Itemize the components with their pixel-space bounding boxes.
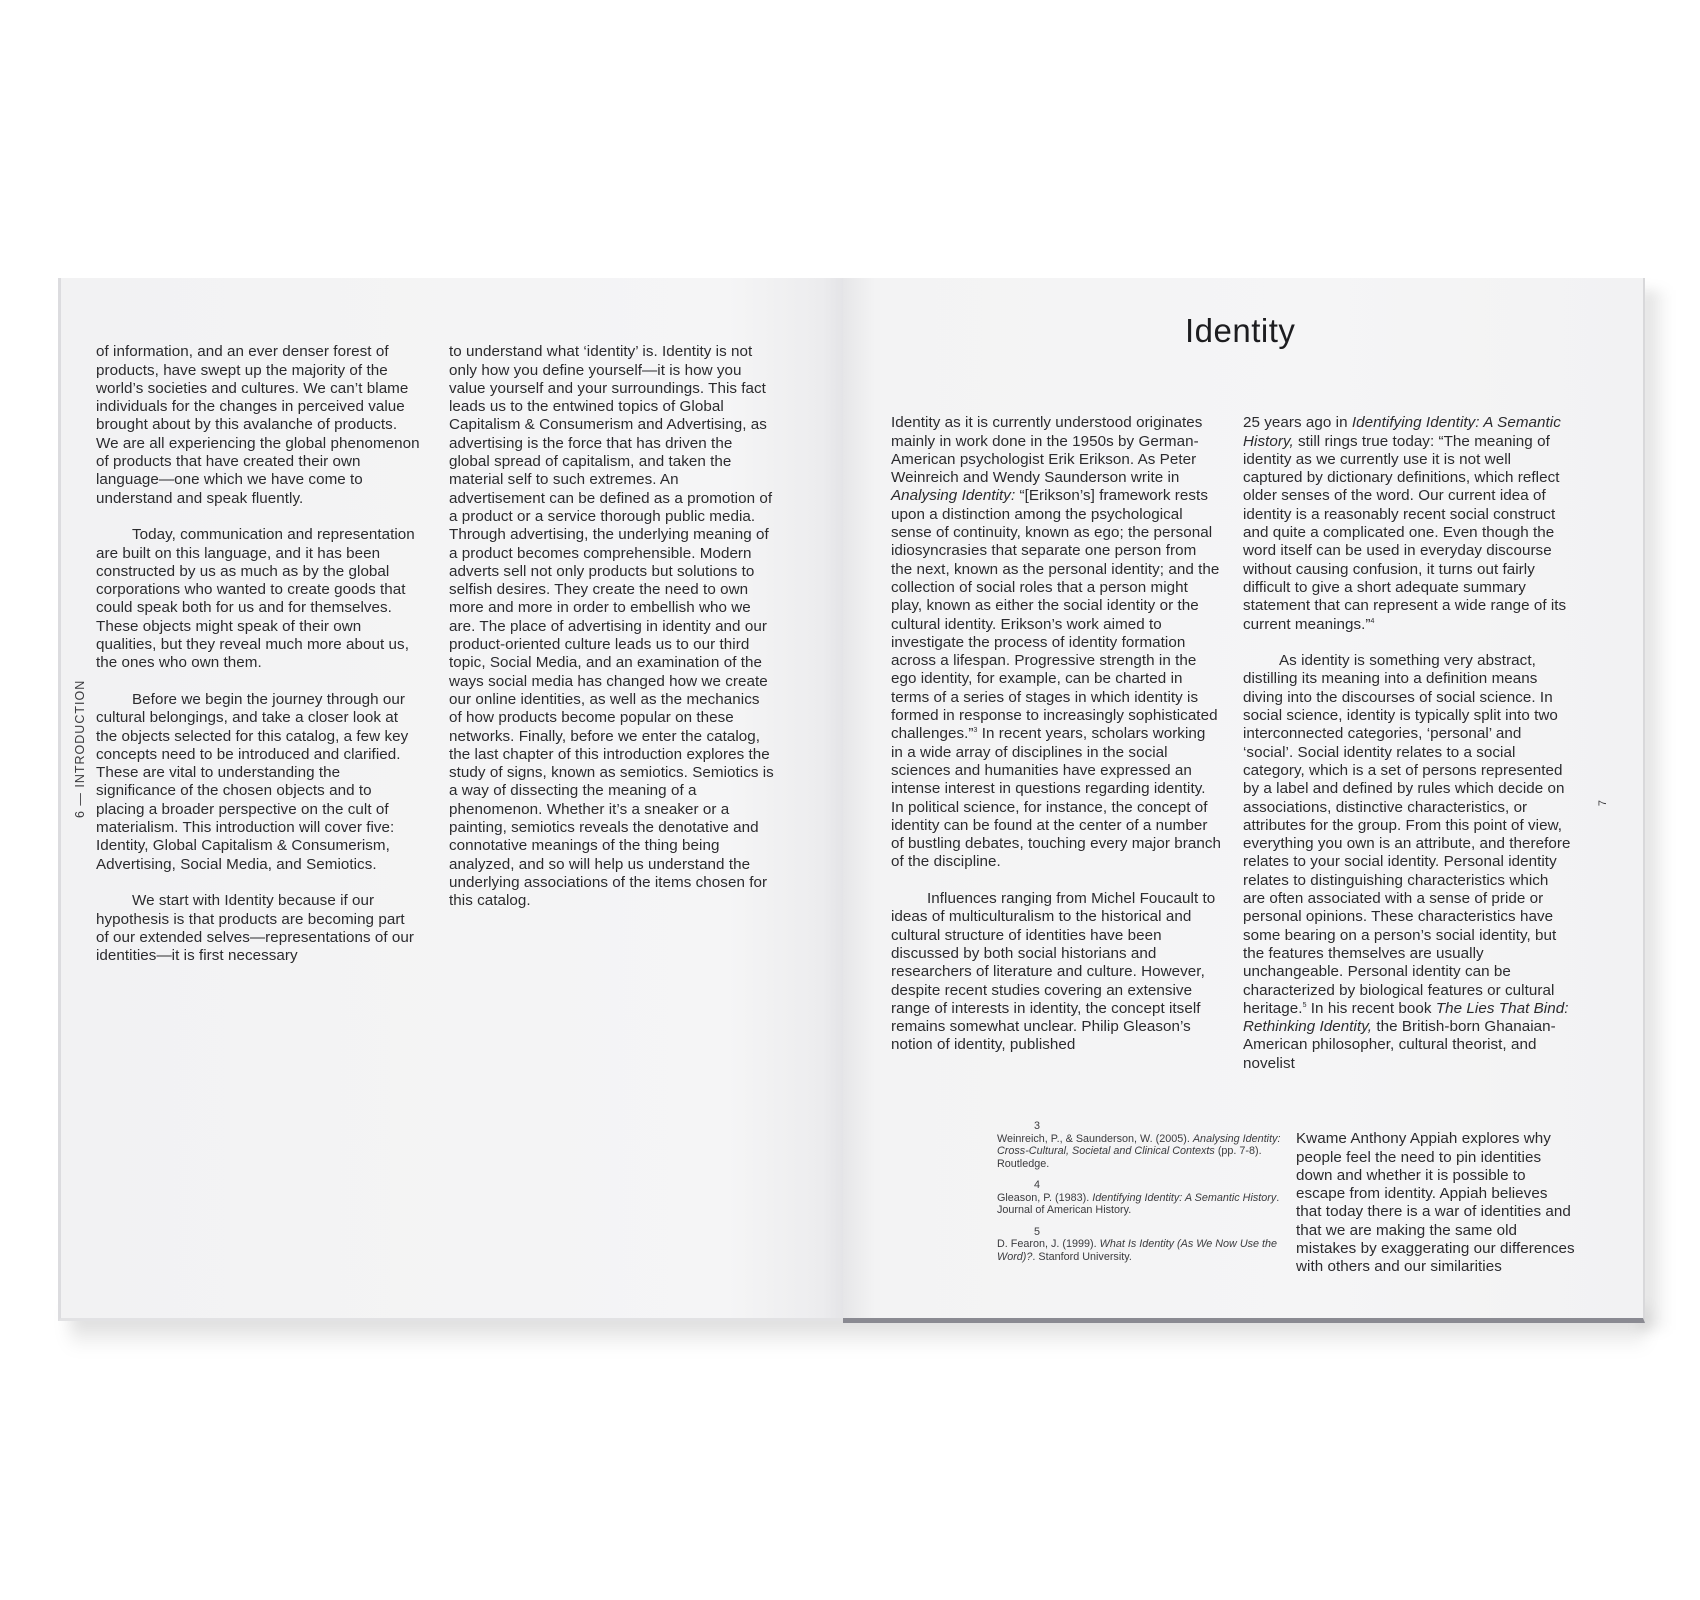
left-page-column-1 (96, 325, 421, 984)
paragraph (1243, 652, 1573, 1073)
footnote-text: D. Fearon, J. (1999). (997, 1238, 1100, 1250)
text-run: 25 years ago in (1243, 414, 1352, 432)
paragraph: We start with Identity because if our hypothesis is that products are becoming part of our extended selves—representations of our identities—it is first necessary (96, 892, 414, 965)
right-page-column-1 (891, 396, 1221, 1073)
footnote-number: 3 (1034, 1120, 1041, 1132)
text-run: Identity as it is currently understood originates mainly in work done in the 1950s by German-American psychologist Erik Erikson. As Peter Weinreich and Wendy Saunderson write in (891, 414, 1203, 487)
paragraph: Influences ranging from Michel Foucault to ideas of multiculturalism to the historical and cultural structure of identities have been discussed by both social historians and researchers of literature and culture. However, despite recent studies covering an extensive range of interests in identity, the concept itself remains somewhat unclear. Philip Gleason’s notion of identity, published (891, 890, 1216, 1054)
right-page-column-2 (1243, 396, 1573, 1091)
footnote-text: . Journal of American History. (997, 1191, 1280, 1216)
footnote-text: . Stanford University. (1032, 1250, 1132, 1263)
left-page-column-2 (449, 325, 774, 929)
text-run: still rings true today: “The meaning of identity as we currently use it is not well captured by dictionary definitions, which reflect older senses of the word. Our current idea of identity is a reasonably recent social construct and quite a complicated one. Even though the word itself can be used in everyday discourse without causing confusion, it turns out fairly difficult to give a short adequate summary statement that can represent a wide range of its current meanings.” (1243, 432, 1567, 633)
footnote-ref: 5 (1302, 1001, 1307, 1009)
running-head-container (73, 678, 93, 818)
footnotes (997, 1120, 1287, 1272)
footnote-text: Weinreich, P., & Saunderson, W. (2005). (997, 1132, 1193, 1145)
text-run: In his recent book (1306, 999, 1436, 1017)
book-title-italic: The Lies That Bind: Rethinking Identity, (1243, 999, 1569, 1036)
footnote-ref: 4 (1370, 617, 1375, 625)
paragraph: Before we begin the journey through our cultural belongings, and take a closer look at the objects selected for this catalog, a few key concepts need to be introduced and clarified. These are vital to understanding the significance of the chosen objects and to placing a broader perspective on the cult of materialism. This introduction will cover five: Identity, Global Capitalism & Consumerism, Advertising, Social Media, and Semiotics. (96, 690, 409, 873)
footnote-text: (pp. 7-8). Routledge. (997, 1145, 1262, 1170)
footnote-text: Gleason, P. (1983). (997, 1191, 1093, 1204)
page-number: 7 (1597, 799, 1610, 807)
paragraph: Today, communication and representation are built on this language, and it has been constructed by us as much as by the global corporations who wanted to create goods that could speak both for us and for themselves. These objects might speak of their own qualities, but they reveal much more about us, the ones who own them. (96, 526, 415, 672)
right-page-column-2-continued (1296, 1112, 1576, 1295)
text-run: “[Erikson’s] framework rests upon a distinction among the psychological sense of continuity, known as ego; the personal idiosyncrasies that separate one person from the next, known as the personal identity; and the collection of social roles that a person might play, known as either the social identity or the cultural identity. Erikson’s work aimed to investigate the process of identity formation across a lifespan. Progressive strength in the ego identity, for example, can be charted in terms of a series of stages in which identity is formed in response to increasingly sophisticated challenges.” (891, 487, 1220, 743)
footnote-number: 5 (1034, 1225, 1041, 1238)
paragraph: to understand what ‘identity’ is. Identity is not only how you define yourself—it is how you value yourself and your surroundings. This fact leads us to the entwined topics of Global Capitalism & Consumerism and Advertising, as advertising is the force that has driven the global spread of capitalism, and taken the material self to such extremes. An advertisement can be defined as a promotion of a product or a service thorough public media. Through advertising, the underlying meaning of a product becomes comprehensible. Modern adverts sell not only products but solutions to selfish desires. They create the need to own more and more in order to embellish who we are. The place of advertising in identity and our product-oriented culture leads us to our third topic, Social Media, and an examination of the ways social media has changed how we create our online identities, as well as the mechanics of how products become popular on these networks. Finally, before we enter the catalog, the last chapter of this introduction explores the study of signs, known as semiotics. Semiotics is a way of dissecting the meaning of a phenomenon. Whether it’s a sneaker or a painting, semiotics reveals the denotative and connotative meanings of the thing being analyzed, and so will help us understand the underlying associations of the items chosen for this catalog. (449, 343, 774, 910)
paragraph: of information, and an ever denser forest of products, have swept up the majority of the world’s societies and cultures. We can’t blame individuals for the changes in perceived value brought about by this avalanche of products. We are all experiencing the global phenomenon of products that have created their own language—one which we have come to understand and speak fluently. (96, 343, 420, 507)
footnote-ref: 3 (973, 727, 978, 735)
footnote (997, 1120, 1287, 1170)
footnote-title: What Is Identity (As We Now Use the Word)? (997, 1238, 1278, 1263)
footnote-title: Identifying Identity: A Semantic History (1092, 1191, 1277, 1204)
footnote-title: Analysing Identity: Cross-Cultural, Societal and Clinical Contexts (997, 1132, 1281, 1157)
text-run: As identity is something very abstract, distilling its meaning into a definition means diving into the discourses of social science. In social science, identity is typically split into two interconnected categories, ‘personal’ and ‘social’. Social identity relates to a social category, which is a set of persons represented by a label and defined by rules which decide on associations, distinctive characteristics, or attributes for the group. From this point of view, everything you own is an attribute, and therefore relates to your social identity. Personal identity relates to distinguishing characteristics which are often associated with a sense of pride or personal opinions. These characteristics have some bearing on a person’s social identity, but the features themselves are usually unchangeable. Personal identity can be characterized by biological features or cultural heritage. (1243, 652, 1571, 1017)
paragraph (891, 414, 1221, 871)
running-head: 6 — INTRODUCTION (73, 679, 87, 818)
footnote-number: 4 (1034, 1179, 1041, 1191)
text-run: In recent years, scholars working in a wide array of disciplines in the social sciences and humanities have expressed an intense interest in questions regarding identity. In political science, for instance, the concept of identity can be found at the center of a number of bustling debates, touching every major branch of the discipline. (891, 725, 1221, 871)
paragraph (1243, 414, 1573, 634)
chapter-title: Identity (1185, 312, 1296, 349)
text-run: the British-born Ghanaian-American philosopher, cultural theorist, and novelist (1243, 1018, 1556, 1072)
book-title-italic: Analysing Identity: (891, 487, 1016, 505)
footnote (997, 1179, 1287, 1217)
footnote (997, 1226, 1287, 1264)
book-title-italic: Identifying Identity: A Semantic History, (1243, 414, 1561, 450)
paragraph: Kwame Anthony Appiah explores why people feel the need to pin identities down and whether it is possible to escape from identity. Appiah believes that today there is a war of identities and that we are making the same old mistakes by exaggerating our differences with others and our similarities (1296, 1130, 1575, 1276)
